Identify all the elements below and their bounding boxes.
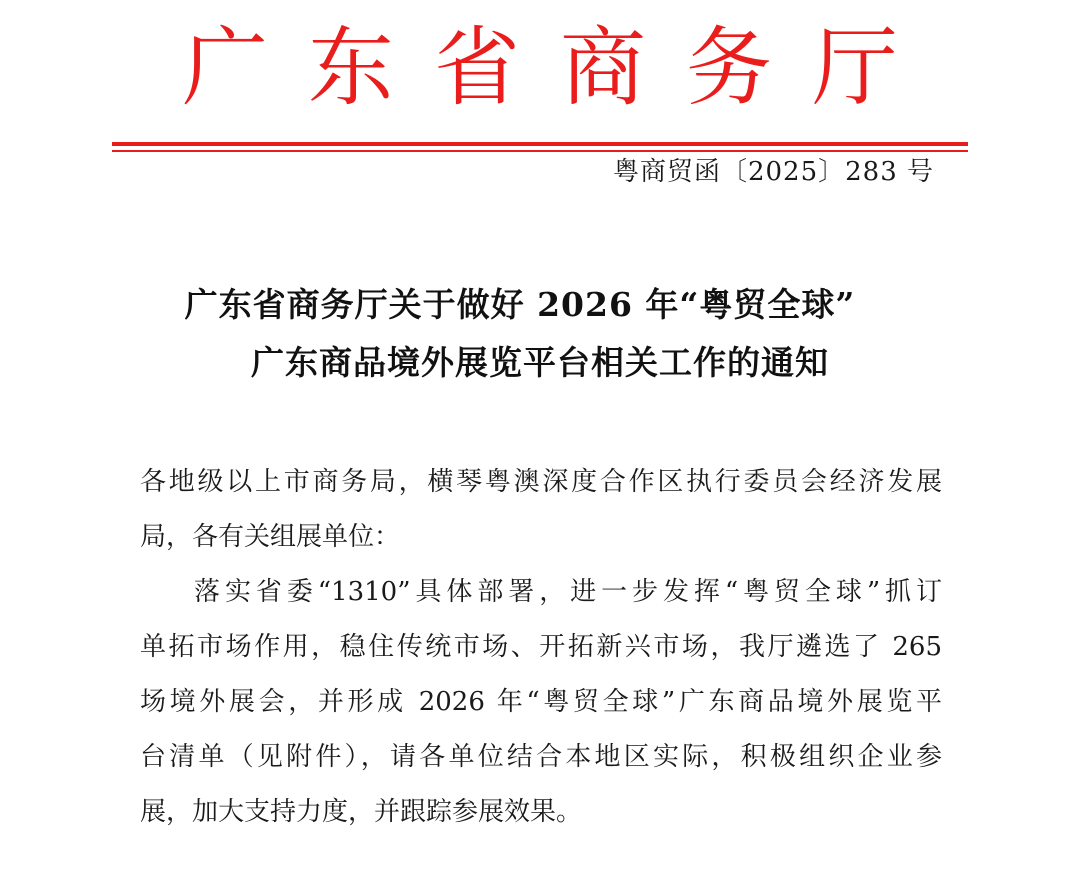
- paragraph-line-2: 单拓市场作用，稳住传统市场、开拓新兴市场，我厅遴选了 265: [140, 632, 942, 662]
- paragraph-line-5: 展，加大支持力度，并跟踪参展效果。: [140, 797, 583, 827]
- paragraph-line-4: 台清单（见附件），请各单位结合本地区实际，积极组织企业参: [140, 742, 942, 772]
- document-number: 粤商贸函〔2025〕283 号: [612, 157, 934, 187]
- salutation-line-2: 局，各有关组展单位：: [140, 522, 401, 552]
- letterhead-org-name: 广东省商务厅: [182, 18, 938, 118]
- letterhead-divider-thin: [112, 150, 968, 152]
- document-title-line-2: 广东商品境外展览平台相关工作的通知: [251, 343, 829, 382]
- paragraph-line-1: 落实省委“1310”具体部署，进一步发挥“粤贸全球”抓订: [194, 577, 942, 607]
- letterhead-divider-thick: [112, 142, 968, 146]
- salutation-line-1: 各地级以上市商务局，横琴粤澳深度合作区执行委员会经济发展: [140, 467, 942, 497]
- document-title-line-1: 广东省商务厅关于做好 2026 年“粤贸全球”: [184, 285, 856, 324]
- paragraph-line-3: 场境外展会，并形成 2026 年“粤贸全球”广东商品境外展览平: [140, 687, 942, 717]
